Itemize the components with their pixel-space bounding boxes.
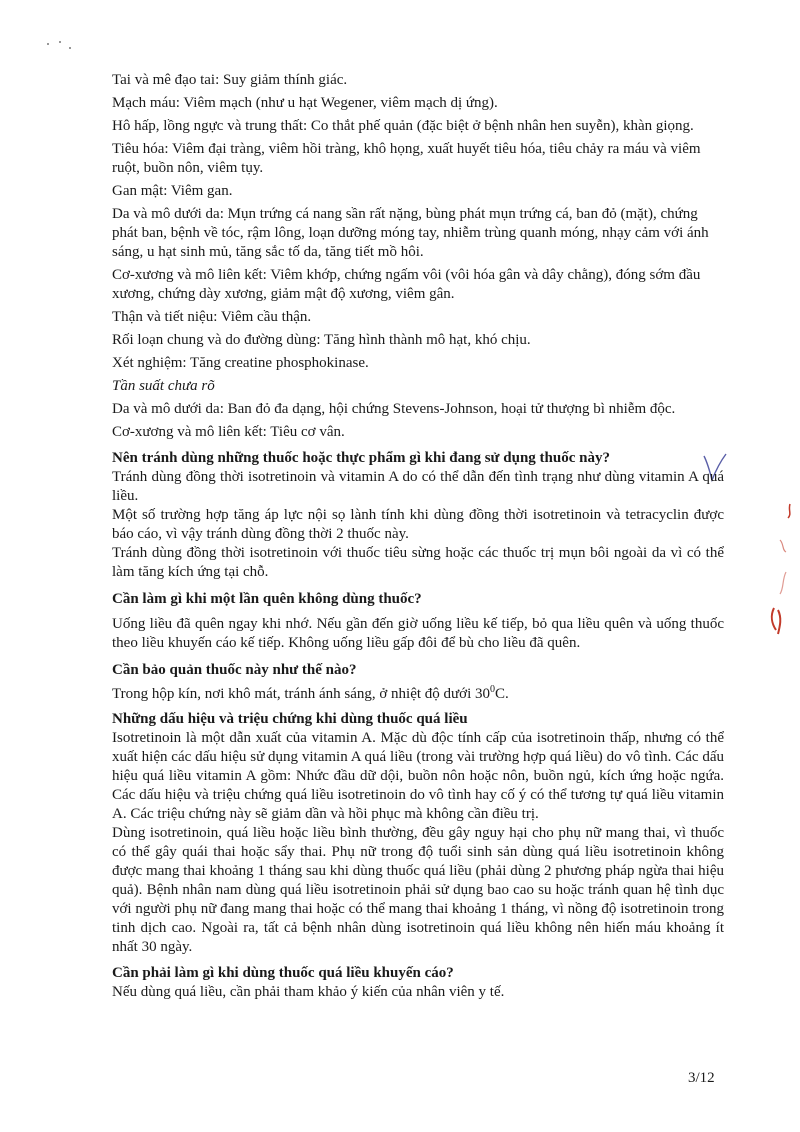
section-heading-interactions: Nên tránh dùng những thuốc hoặc thực phẩm gì khi đang sử dụng thuốc này? (112, 450, 610, 466)
adverse-effect-respiratory: Hô hấp, lồng ngực và trung thất: Co thắt phế quản (đặc biệt ở bệnh nhân hen suyễn), khàn giọng. (112, 118, 694, 134)
overdose-paragraph: Dùng isotretinoin, quá liều hoặc liều bình thường, đều gây nguy hại cho phụ nữ mang thai, vì thuốc có thể gây quái thai hoặc sẩy thai. Phụ nữ trong độ tuổi sinh sản dùng quá liều isotretinoin không được mang thai khoảng 1 tháng sau khi dùng thuốc quá liều (phải dùng 2 phương pháp ngừa thai hiệu quả). Bệnh nhân nam dùng quá liều isotretinoin phải sử dụng bao cao su hoặc tránh quan hệ tình dục với người phụ nữ đang mang thai hoặc có thể mang thai khoảng 1 tháng, vì nồng độ isotretinoin trong tinh dịch cao. Ngoài ra, tất cả bệnh nhân dùng isotretinoin quá liều không nên hiến máu khoảng ít nhất 30 ngày. (112, 825, 724, 955)
adverse-effect-liver: Gan mật: Viêm gan. (112, 183, 233, 199)
page-number: 3/12 (688, 1070, 715, 1086)
interaction-paragraph: Tránh dùng đồng thời isotretinoin với thuốc tiêu sừng hoặc các thuốc trị mụn bôi ngoài da vì có thể làm tăng kích ứng tại chỗ. (112, 545, 724, 580)
frequency-unknown-label: Tần suất chưa rõ (112, 378, 215, 394)
storage-unit: C. (495, 686, 509, 702)
unknown-effect-musculoskeletal: Cơ-xương và mô liên kết: Tiêu cơ vân. (112, 424, 345, 440)
overdose-paragraph: Isotretinoin là một dẫn xuất của vitamin A. Mặc dù độc tính cấp của isotretinoin thấp, nhưng có thể xuất hiện các dấu hiệu sử dụng vitamin A quá liều (trong vài trường hợp quá liều) do vô tình. Các dấu hiệu quá liều vitamin A gồm: Nhức đầu dữ dội, buồn nôn hoặc nôn, buồn ngủ, kích ứng hoặc ngứa. Các dấu hiệu và triệu chứng quá liều isotretinoin do vô tình hay cố ý có thể tương tự quá liều vitamin A. Các triệu chứng này sẽ giảm dần và hồi phục mà không cần điều trị. (112, 730, 724, 822)
adverse-effect-ear: Tai và mê đạo tai: Suy giảm thính giác. (112, 72, 348, 88)
adverse-effect-musculoskeletal: Cơ-xương và mô liên kết: Viêm khớp, chứng ngấm vôi (vôi hóa gân và dây chằng), đóng sớm đầu xương, chứng dày xương, giảm mật độ xương, viêm gân. (112, 267, 701, 302)
interaction-paragraph: Một số trường hợp tăng áp lực nội sọ lành tính khi dùng đồng thời isotretinoin và tetracyclin được báo cáo, vì vậy tránh dùng đồng thời 2 thuốc này. (112, 507, 724, 542)
overdose-action-paragraph: Nếu dùng quá liều, cần phải tham khảo ý kiến của nhân viên y tế. (112, 984, 505, 1000)
interaction-paragraph: Tránh dùng đồng thời isotretinoin và vitamin A do có thể dẫn đến tình trạng như dùng vitamin A quá liều. (112, 469, 724, 504)
adverse-effect-general: Rối loạn chung và do đường dùng: Tăng hình thành mô hạt, khó chịu. (112, 332, 531, 348)
storage-degree: 0 (490, 684, 496, 695)
section-heading-storage: Cần bảo quản thuốc này như thế nào? (112, 662, 357, 678)
section-heading-overdose-action: Cần phải làm gì khi dùng thuốc quá liều khuyến cáo? (112, 965, 454, 981)
adverse-effect-kidney: Thận và tiết niệu: Viêm cầu thận. (112, 309, 312, 325)
section-heading-overdose-signs: Những dấu hiệu và triệu chứng khi dùng thuốc quá liều (112, 711, 468, 727)
adverse-effect-digestive: Tiêu hóa: Viêm đại tràng, viêm hồi tràng, khô họng, xuất huyết tiêu hóa, tiêu chảy ra máu và viêm ruột, buồn nôn, viêm tụy. (112, 141, 701, 176)
storage-text: Trong hộp kín, nơi khô mát, tránh ánh sáng, ở nhiệt độ dưới 30 (112, 686, 491, 702)
section-heading-missed-dose: Cần làm gì khi một lần quên không dùng thuốc? (112, 591, 422, 607)
adverse-effect-skin: Da và mô dưới da: Mụn trứng cá nang sần rất nặng, bùng phát mụn trứng cá, ban đỏ (mặt), chứng phát ban, bệnh về tóc, rậm lông, loạn dưỡng móng tay, nhiễm trùng quanh móng, nhạy cảm với ánh sáng, u hạt sinh mủ, tăng sắc tố da, tăng tiết mồ hôi. (112, 206, 709, 260)
scan-speck-mark (44, 40, 74, 52)
document-page (112, 71, 724, 1002)
margin-scribble-icon (760, 500, 800, 640)
storage-paragraph (112, 680, 724, 704)
adverse-effect-lab: Xét nghiệm: Tăng creatine phosphokinase. (112, 355, 369, 371)
adverse-effect-vascular: Mạch máu: Viêm mạch (như u hạt Wegener, viêm mạch dị ứng). (112, 95, 498, 111)
unknown-effect-skin: Da và mô dưới da: Ban đỏ đa dạng, hội chứng Stevens-Johnson, hoại tử thượng bì nhiễm độc. (112, 401, 676, 417)
missed-dose-paragraph: Uống liều đã quên ngay khi nhớ. Nếu gần đến giờ uống liều kế tiếp, bỏ qua liều quên và uống thuốc theo liều khuyến cáo kế tiếp. Không uống liều gấp đôi để bù cho liều đã quên. (112, 616, 724, 651)
